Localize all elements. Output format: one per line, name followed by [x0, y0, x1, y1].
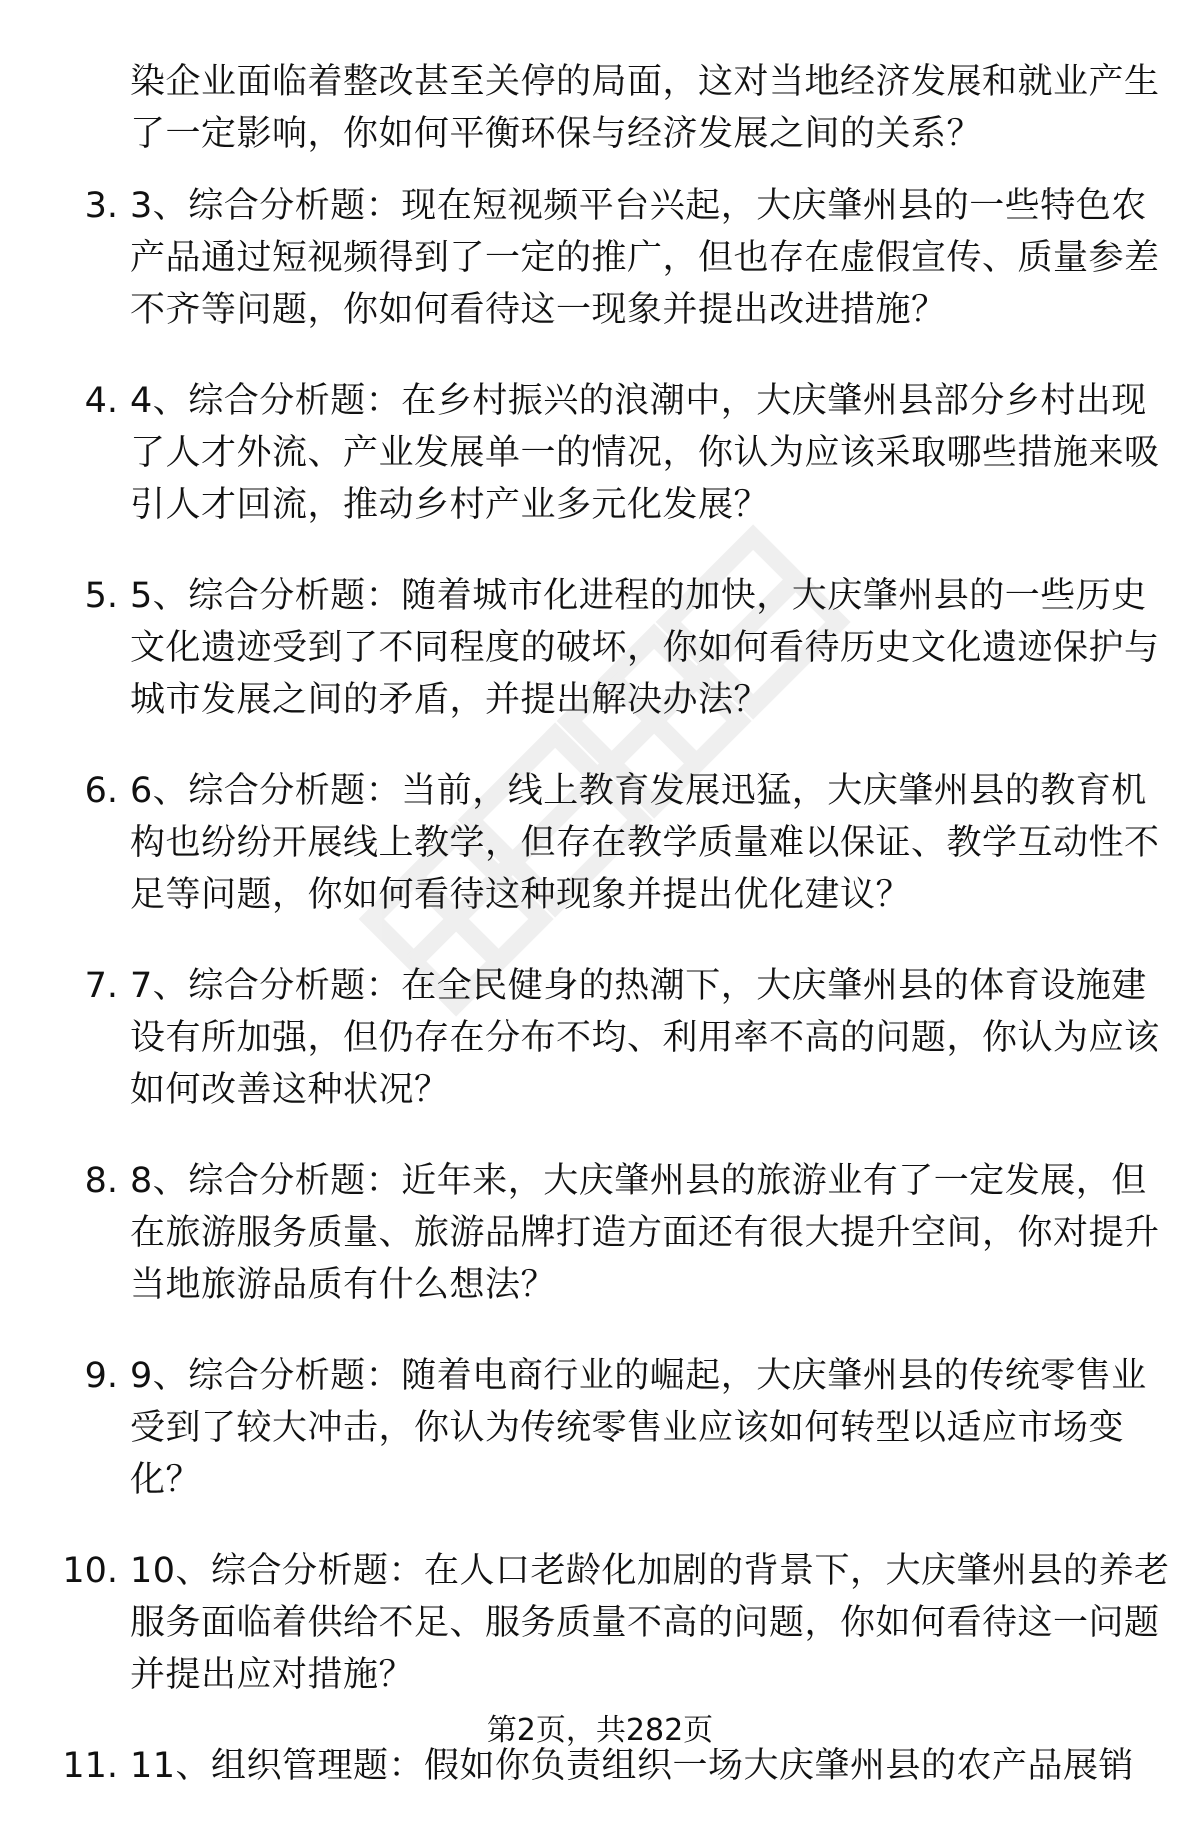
question-number: 6.: [84, 771, 118, 811]
question-item: [0, 180, 1200, 336]
question-text: 8、综合分析题：近年来，大庆肇州县的旅游业有了一定发展，但在旅游服务质量、旅游品牌打造方面还有很大提升空间，你对提升当地旅游品质有什么想法？: [130, 1161, 1160, 1305]
question-number: 3.: [84, 186, 118, 226]
question-number: 5.: [84, 576, 118, 616]
question-number: 8.: [84, 1161, 118, 1201]
question-text: 7、综合分析题：在全民健身的热潮下，大庆肇州县的体育设施建设有所加强，但仍存在分布不均、利用率不高的问题，你认为应该如何改善这种状况？: [130, 966, 1160, 1110]
question-item: [0, 570, 1200, 726]
question-text: 6、综合分析题：当前，线上教育发展迅猛，大庆肇州县的教育机构也纷纷开展线上教学，但存在教学质量难以保证、教学互动性不足等问题，你如何看待这种现象并提出优化建议？: [130, 771, 1160, 915]
question-item: [0, 765, 1200, 921]
question-number: 9.: [84, 1356, 118, 1396]
question-item: [0, 960, 1200, 1116]
page-footer: 第2页，共282页: [486, 1713, 714, 1748]
question-item: [0, 1545, 1200, 1701]
question-list: [0, 180, 1200, 1831]
question-item: [0, 1350, 1200, 1506]
question-text: 5、综合分析题：随着城市化进程的加快，大庆肇州县的一些历史文化遗迹受到了不同程度的破坏，你如何看待历史文化遗迹保护与城市发展之间的矛盾，并提出解决办法？: [130, 576, 1160, 720]
question-number: 4.: [84, 381, 118, 421]
question-text: 11、组织管理题：假如你负责组织一场大庆肇州县的农产品展销: [130, 1746, 1135, 1786]
question-item: [0, 1155, 1200, 1311]
question-text: 3、综合分析题：现在短视频平台兴起，大庆肇州县的一些特色农产品通过短视频得到了一定的推广，但也存在虚假宣传、质量参差不齐等问题，你如何看待这一现象并提出改进措施？: [130, 186, 1160, 330]
question-text: 10、综合分析题：在人口老龄化加剧的背景下，大庆肇州县的养老服务面临着供给不足、服务质量不高的问题，你如何看待这一问题并提出应对措施？: [130, 1551, 1170, 1695]
question-item: [0, 375, 1200, 531]
continuation-paragraph: 染企业面临着整改甚至关停的局面，这对当地经济发展和就业产生了一定影响，你如何平衡环保与经济发展之间的关系？: [130, 62, 1160, 154]
question-text: 9、综合分析题：随着电商行业的崛起，大庆肇州县的传统零售业受到了较大冲击，你认为传统零售业应该如何转型以适应市场变化？: [130, 1356, 1147, 1500]
question-text: 4、综合分析题：在乡村振兴的浪潮中，大庆肇州县部分乡村出现了人才外流、产业发展单一的情况，你认为应该采取哪些措施来吸引人才回流，推动乡村产业多元化发展？: [130, 381, 1160, 525]
question-number: 7.: [84, 966, 118, 1006]
question-number: 11.: [62, 1746, 118, 1786]
question-number: 10.: [62, 1551, 118, 1591]
